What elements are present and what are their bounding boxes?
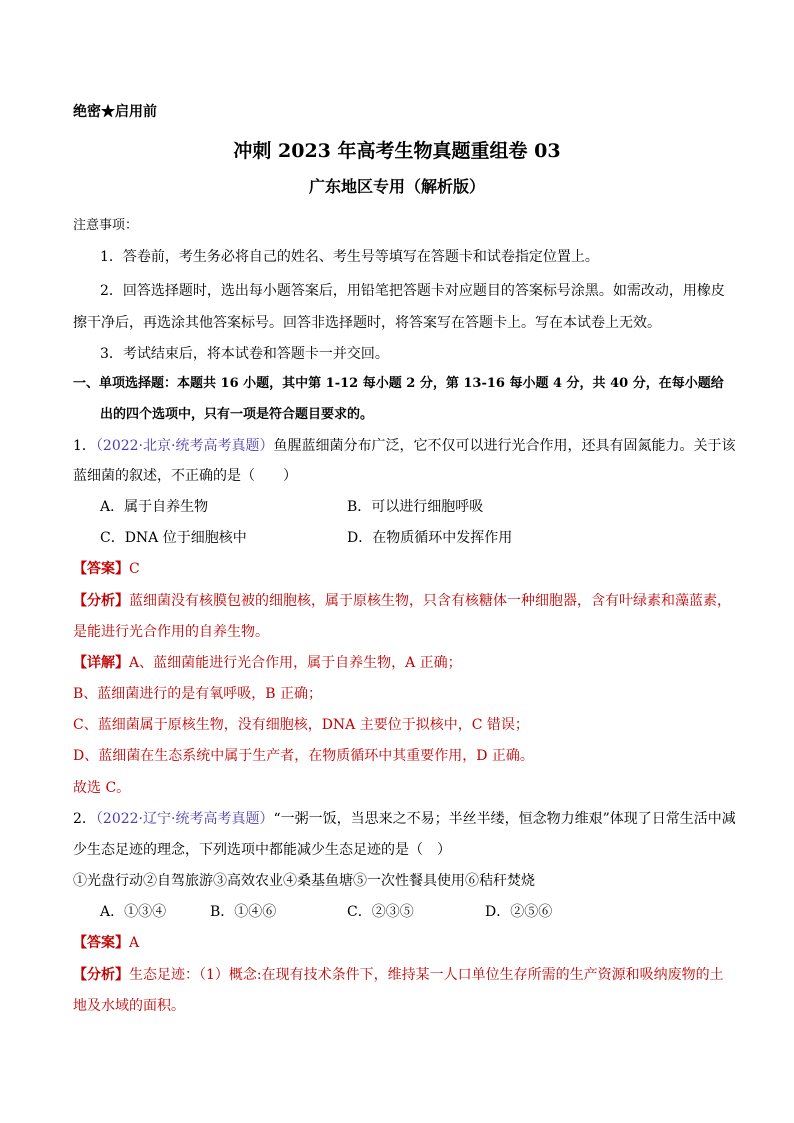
detail-text: A、蓝细菌能进行光合作用，属于自养生物，A 正确； (129, 655, 462, 671)
answer-value: C (129, 561, 140, 577)
question-1-detail-b: B、蓝细菌进行的是有氧呼吸，B 正确； (73, 686, 323, 702)
question-2-number: 2． (73, 811, 96, 827)
question-2-stem-cont: 少生态足迹的理念，下列选项中都能减少生态足迹的是（ ） (73, 842, 451, 858)
question-1-conclusion: 故选 C。 (73, 780, 131, 796)
section-heading: 一、单项选择题：本题共 16 小题，其中第 1-12 每小题 2 分，第 13-16 每小题 4 分，共 40 分，在每小题给 (73, 376, 724, 391)
section-heading-cont: 出的四个选项中，只有一项是符合题目要求的。 (100, 407, 374, 422)
question-1-stem-cont: 蓝细菌的叙述，不正确的是（ ） (73, 468, 297, 484)
question-1-answer (73, 559, 140, 579)
page-title: 冲刺 2023 年高考生物真题重组卷 03 (233, 140, 561, 162)
answer-value: A (129, 935, 140, 951)
question-2-analysis (73, 965, 724, 985)
question-1-option-b: B．可以进行细胞呼吸 (347, 499, 484, 515)
question-1-stem (73, 436, 735, 456)
question-1-option-c: C．DNA 位于细胞核中 (100, 530, 247, 546)
question-2-source: （2022·辽宁·统考高考真题） (95, 811, 274, 827)
question-2-option-a: A．①③④ (100, 904, 167, 920)
question-1-option-d: D．在物质循环中发挥作用 (347, 530, 513, 546)
note-item-2: 2．回答选择题时，选出每小题答案后，用铅笔把答题卡对应题目的答案标号涂黑。如需改动，用橡皮 (100, 283, 725, 299)
question-1-option-a: A．属于自养生物 (100, 499, 209, 515)
note-item-1: 1．答卷前，考生务必将自己的姓名、考生号等填写在答题卡和试卷指定位置上。 (100, 249, 599, 265)
question-2-stem-text: “一粥一饭，当思来之不易；半丝半缕，恒念物力维艰”体现了日常生活中减 (273, 811, 736, 827)
analysis-text: 生态足迹：（1）概念:在现有技术条件下，维持某一人口单位生存所需的生产资源和吸纳废物的土 (129, 967, 724, 983)
question-2-items: ①光盘行动②自驾旅游③高效农业④桑基鱼塘⑤一次性餐具使用⑥秸秆焚烧 (73, 873, 535, 889)
question-1-analysis (73, 591, 731, 611)
question-1-number: 1． (73, 438, 96, 454)
answer-tag: 【答案】 (73, 935, 129, 951)
note-item-3: 3．考试结束后，将本试卷和答题卡一并交回。 (100, 346, 389, 362)
question-1-detail-c: C、蓝细菌属于原核生物，没有细胞核，DNA 主要位于拟核中，C 错误； (73, 717, 529, 733)
question-1-detail (73, 653, 462, 673)
analysis-tag: 【分析】 (73, 593, 129, 609)
question-1-detail-d: D、蓝细菌在生态系统中属于生产者，在物质循环中其重要作用，D 正确。 (73, 748, 534, 764)
notes-heading: 注意事项： (73, 218, 139, 233)
question-1-stem-text: 鱼腥蓝细菌分布广泛，它不仅可以进行光合作用，还具有固氮能力。关于该 (273, 438, 736, 454)
confidential-label: 绝密★启用前 (73, 104, 157, 120)
question-2-option-b: B．①④⑥ (210, 904, 277, 920)
detail-tag: 【详解】 (73, 655, 129, 671)
question-2-answer (73, 933, 139, 953)
question-2-stem (73, 809, 736, 829)
question-2-option-d: D．②⑤⑥ (485, 904, 553, 920)
question-1-source: （2022·北京·统考高考真题） (95, 438, 274, 454)
page-subtitle: 广东地区专用（解析版） (308, 177, 485, 196)
analysis-text: 蓝细菌没有核膜包被的细胞核，属于原核生物，只含有核糖体一种细胞器，含有叶绿素和藻蓝素， (129, 593, 731, 609)
analysis-tag: 【分析】 (73, 967, 129, 983)
question-2-analysis-cont: 地及水域的面积。 (73, 998, 185, 1014)
question-2-option-c: C．②③⑤ (347, 904, 414, 920)
question-1-analysis-cont: 是能进行光合作用的自养生物。 (73, 624, 269, 640)
answer-tag: 【答案】 (73, 561, 129, 577)
note-item-2-cont: 擦干净后，再选涂其他答案标号。回答非选择题时，将答案写在答题卡上。写在本试卷上无效。 (73, 315, 661, 331)
